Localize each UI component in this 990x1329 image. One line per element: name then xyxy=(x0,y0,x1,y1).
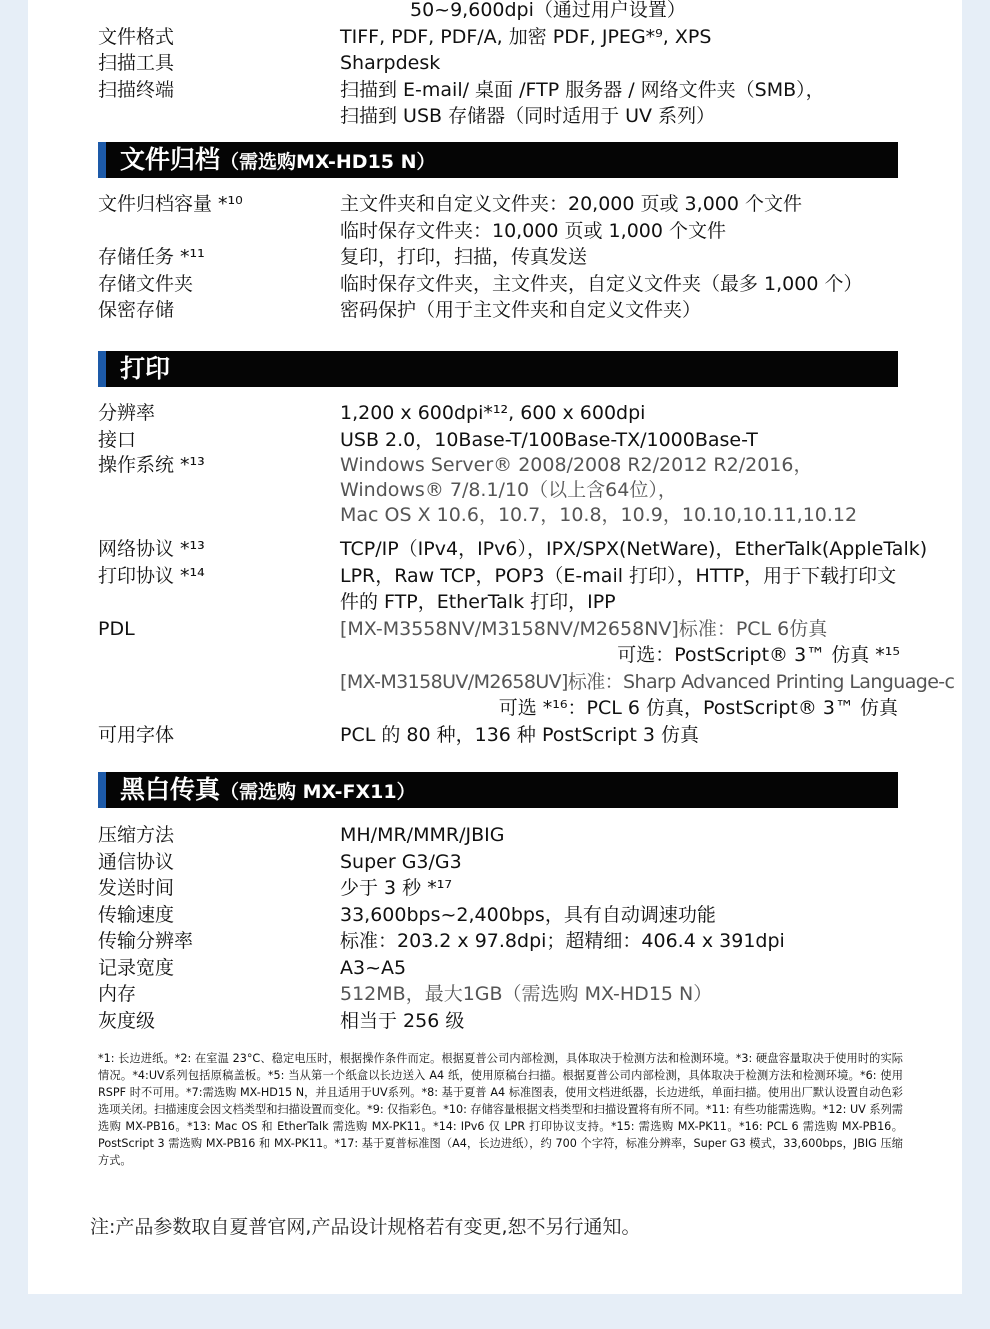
spec-value: 1,200 x 600dpi*¹², 600 x 600dpi xyxy=(340,402,646,424)
print-row-os-3 xyxy=(98,503,928,536)
print-row-pdl-4 xyxy=(98,695,928,722)
spec-key: 操作系统 *¹³ xyxy=(98,454,205,476)
spec-key: 扫描终端 xyxy=(98,78,175,101)
section-title: 黑白传真 xyxy=(120,775,221,804)
section-header-filing xyxy=(98,142,898,178)
spec-key: 内存 xyxy=(98,983,137,1005)
spec-value: 少于 3 秒 *¹⁷ xyxy=(340,877,452,899)
fax-row-gray xyxy=(98,1008,928,1035)
spec-value: 临时保存文件夹：10,000 页或 1,000 个文件 xyxy=(340,219,726,242)
fax-row-protocol xyxy=(98,849,928,876)
spec-key: 分辨率 xyxy=(98,402,156,424)
spec-value: 临时保存文件夹，主文件夹，自定义文件夹（最多 1,000 个） xyxy=(340,272,863,295)
spec-value: Windows® 7/8.1/10（以上含64位）， xyxy=(340,479,677,501)
fax-row-send-time xyxy=(98,875,928,902)
section-header-fax xyxy=(98,772,898,808)
spec-value: 扫描到 USB 存储器（同时适用于 UV 系列） xyxy=(340,105,716,127)
fax-section xyxy=(98,822,928,1034)
spec-key: 通信协议 xyxy=(98,850,175,873)
filing-row-capacity-2 xyxy=(98,218,928,245)
spec-key: 接口 xyxy=(98,428,137,451)
spec-key: 保密存储 xyxy=(98,299,175,321)
spec-value: Sharpdesk xyxy=(340,52,441,74)
spec-value: 可选 *¹⁶：PCL 6 仿真，PostScript® 3™ 仿真 xyxy=(498,697,898,719)
spec-value: USB 2.0，10Base-T/100Base-TX/1000Base-T xyxy=(340,428,758,451)
print-row-os-2 xyxy=(98,478,928,503)
filing-section xyxy=(98,191,928,324)
footnotes: *1: 长边进纸。*2: 在室温 23°C、稳定电压时，根据操作条件而定。根据夏普公司内部检测，具体取决于检测方法和检测环境。*3: 硬盘容量取决于使用时的实际情况。*4:UV系列包括原稿盖板。*5: 当从第一个纸盒以长边送入 A4 纸，使用原稿台扫描。根据夏普公司内部检测，具体取决于检测方法和检测环境。*6: 使用 RSPF 时不可用。*7:需选购 MX-HD15 N，并且适用于UV系列。*8: 基于夏普 A4 标准图表，使用文档进纸器，长边进纸，单面扫描。使用出厂默认设置自动色彩选项关闭。扫描速度会因文档类型和扫描设置而变化。*9: 仅指彩色。*10: 存储容量根据文档类型和扫描设置将有所不同。*11: 有些功能需选购。*12: UV 系列需选购 MX-PB16。*13: Mac OS 和 EtherTalk 需选购 MX-PK11。*14: IPv6 仅 LPR 打印协议支持。*15: 需选购 MX-PK11。*16: PCL 6 需选购 MX-PB16。PostScript 3 需选购 MX-PB16 和 MX-PK11。*17: 基于夏普标准图（A4，长边进纸），约 700 个字符，标准分辨率，Super G3 模式，33,600bps，JBIG 压缩方式。 xyxy=(98,1052,903,1167)
spec-value: TIFF, PDF, PDF/A, 加密 PDF, JPEG*⁹, XPS xyxy=(340,25,712,48)
spec-key: 传输分辨率 xyxy=(98,930,194,952)
scan-row-tool xyxy=(98,50,928,77)
scan-section-tail xyxy=(98,0,928,130)
fax-row-speed xyxy=(98,902,928,929)
print-row-network xyxy=(98,536,928,563)
spec-key: 记录宽度 xyxy=(98,956,175,979)
print-row-interface xyxy=(98,427,928,454)
print-row-protocol xyxy=(98,563,928,590)
scan-row-destination-2 xyxy=(98,103,928,130)
spec-value: 可选：PostScript® 3™ 仿真 *¹⁵ xyxy=(617,644,900,666)
spec-key: 文件格式 xyxy=(98,25,175,48)
spec-key: PDL xyxy=(98,617,135,640)
section-header-print xyxy=(98,351,898,387)
spec-key: 发送时间 xyxy=(98,877,175,899)
fax-row-width xyxy=(98,955,928,982)
print-row-fonts xyxy=(98,722,928,749)
scan-row-destination xyxy=(98,77,928,104)
spec-value: TCP/IP（IPv4，IPv6），IPX/SPX(NetWare)，EtherTalk(AppleTalk) xyxy=(340,538,928,560)
print-row-protocol-2 xyxy=(98,589,928,616)
print-row-os xyxy=(98,453,928,478)
spec-value: Windows Server® 2008/2008 R2/2012 R2/2016， xyxy=(340,454,813,476)
scan-resolution-tail: 50~9,600dpi（通过用户设置） xyxy=(410,0,686,21)
spec-value: 标准：203.2 x 97.8dpi；超精细：406.4 x 391dpi xyxy=(340,930,785,952)
print-section xyxy=(98,400,955,748)
scan-row-format xyxy=(98,24,928,51)
spec-key: 扫描工具 xyxy=(98,52,175,74)
print-row-pdl-3 xyxy=(98,669,955,696)
filing-row-secure xyxy=(98,297,928,324)
spec-key: 文件归档容量 *¹⁰ xyxy=(98,193,243,215)
spec-value: 复印，打印，扫描，传真发送 xyxy=(340,246,588,268)
spec-value: 扫描到 E-mail/ 桌面 /FTP 服务器 / 网络文件夹（SMB）， xyxy=(340,78,825,101)
section-title: 打印 xyxy=(120,354,171,383)
spec-value: 件的 FTP，EtherTalk 打印，IPP xyxy=(340,591,616,613)
spec-value: 512MB，最大1GB（需选购 MX-HD15 N） xyxy=(340,983,713,1005)
spec-value: 相当于 256 级 xyxy=(340,1009,465,1032)
spec-key: 存储任务 *¹¹ xyxy=(98,246,205,268)
scan-resolution-row xyxy=(98,0,928,24)
filing-row-capacity xyxy=(98,191,928,218)
section-title: 文件归档 xyxy=(120,145,221,174)
spec-value: 主文件夹和自定义文件夹：20,000 页或 3,000 个文件 xyxy=(340,193,802,215)
fax-row-resolution xyxy=(98,928,928,955)
spec-key: 压缩方法 xyxy=(98,824,175,846)
spec-key: 存储文件夹 xyxy=(98,272,194,295)
filing-row-folders xyxy=(98,271,928,298)
section-subtitle: （需选购MX-HD15 N） xyxy=(220,151,436,173)
spec-value: 33,600bps~2,400bps，具有自动调速功能 xyxy=(340,903,716,926)
spec-value: A3~A5 xyxy=(340,956,407,979)
fax-row-compression xyxy=(98,822,928,849)
spec-key: 打印协议 *¹⁴ xyxy=(98,564,205,587)
spec-value: PCL 的 80 种，136 种 PostScript 3 仿真 xyxy=(340,723,699,746)
spec-value: MH/MR/MMR/JBIG xyxy=(340,824,505,846)
print-row-resolution xyxy=(98,400,928,427)
spec-key: 网络协议 *¹³ xyxy=(98,538,205,560)
fax-row-memory xyxy=(98,981,928,1008)
filing-row-jobs xyxy=(98,244,928,271)
print-row-pdl xyxy=(98,616,928,643)
spec-key: 可用字体 xyxy=(98,723,175,746)
spec-key: 灰度级 xyxy=(98,1009,156,1032)
spec-value: Super G3/G3 xyxy=(340,850,462,873)
spec-value: Mac OS X 10.6，10.7，10.8，10.9，10.10,10.11,10.12 xyxy=(340,504,858,526)
spec-page xyxy=(28,0,962,1294)
disclaimer-note: 注:产品参数取自夏普官网,产品设计规格若有变更,恕不另行通知。 xyxy=(90,1216,641,1238)
spec-value: [MX-M3158UV/M2658UV]标准：Sharp Advanced Printing Language-c xyxy=(340,670,955,693)
spec-value: 密码保护（用于主文件夹和自定义文件夹） xyxy=(340,299,702,321)
spec-value: LPR，Raw TCP，POP3（E-mail 打印），HTTP，用于下载打印文 xyxy=(340,564,897,587)
spec-key: 传输速度 xyxy=(98,903,175,926)
spec-value: [MX-M3558NV/M3158NV/M2658NV]标准：PCL 6仿真 xyxy=(340,617,828,640)
section-subtitle: （需选购 MX-FX11） xyxy=(220,781,416,803)
print-row-pdl-2 xyxy=(98,642,928,669)
